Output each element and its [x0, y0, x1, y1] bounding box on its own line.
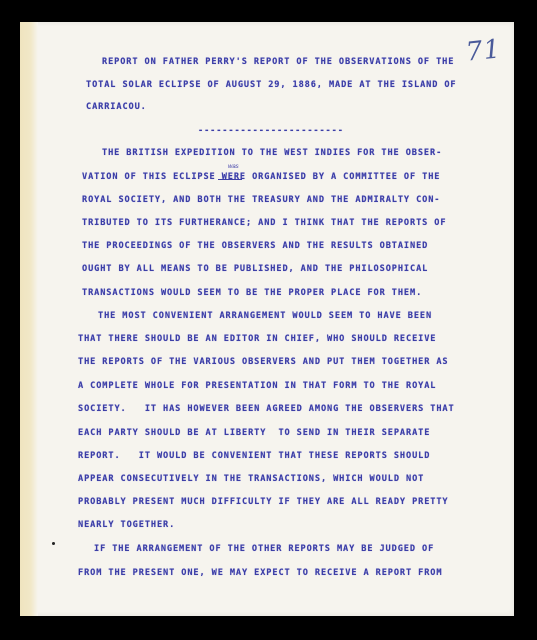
- body-line: THE BRITISH EXPEDITION TO THE WEST INDIES FOR THE OBSER-: [102, 148, 443, 158]
- body-line: TRIBUTED TO ITS FURTHERANCE; AND I THINK THAT THE REPORTS OF: [82, 218, 447, 228]
- body-line: THAT THERE SHOULD BE AN EDITOR IN CHIEF, WHO SHOULD RECEIVE: [78, 334, 437, 344]
- body-line: ROYAL SOCIETY, AND BOTH THE TREASURY AND THE ADMIRALTY CON-: [82, 195, 441, 205]
- body-line: IF THE ARRANGEMENT OF THE OTHER REPORTS MAY BE JUDGED OF: [94, 544, 435, 554]
- body-line: TRANSACTIONS WOULD SEEM TO BE THE PROPER PLACE FOR THEM.: [82, 288, 423, 298]
- body-line: REPORT. IT WOULD BE CONVENIENT THAT THESE REPORTS SHOULD: [78, 451, 431, 461]
- title-line: TOTAL SOLAR ECLIPSE OF AUGUST 29, 1886, MADE AT THE ISLAND OF: [86, 80, 457, 90]
- separator-line: ------------------------: [198, 126, 344, 136]
- body-line: THE PROCEEDINGS OF THE OBSERVERS AND THE RESULTS OBTAINED: [82, 241, 429, 251]
- body-line: THE REPORTS OF THE VARIOUS OBSERVERS AND PUT THEM TOGETHER AS: [78, 357, 449, 367]
- body-line: SOCIETY. IT HAS HOWEVER BEEN AGREED AMONG THE OBSERVERS THAT: [78, 404, 455, 414]
- ink-speck: [52, 542, 55, 545]
- body-line: OUGHT BY ALL MEANS TO BE PUBLISHED, AND THE PHILOSOPHICAL: [82, 264, 429, 274]
- body-line: APPEAR CONSECUTIVELY IN THE TRANSACTIONS, WHICH WOULD NOT: [78, 474, 425, 484]
- page-binding-edge: [20, 22, 38, 616]
- body-line: FROM THE PRESENT ONE, WE MAY EXPECT TO RECEIVE A REPORT FROM: [78, 568, 443, 578]
- body-line: PROBABLY PRESENT MUCH DIFFICULTY IF THEY ARE ALL READY PRETTY: [78, 497, 449, 507]
- body-line: A COMPLETE WHOLE FOR PRESENTATION IN THAT FORM TO THE ROYAL: [78, 381, 437, 391]
- title-line: CARRIACOU.: [86, 102, 147, 112]
- page-number: 71: [464, 34, 503, 68]
- handwritten-insertion: was: [228, 164, 239, 170]
- body-line: NEARLY TOGETHER.: [78, 520, 176, 530]
- body-line: THE MOST CONVENIENT ARRANGEMENT WOULD SEEM TO HAVE BEEN: [98, 311, 433, 321]
- title-line: REPORT ON FATHER PERRY'S REPORT OF THE OBSERVATIONS OF THE: [102, 57, 455, 67]
- body-line: VATION OF THIS ECLIPSE WERE ORGANISED BY A COMMITTEE OF THE: [82, 172, 441, 182]
- body-line: EACH PARTY SHOULD BE AT LIBERTY TO SEND IN THEIR SEPARATE: [78, 428, 431, 438]
